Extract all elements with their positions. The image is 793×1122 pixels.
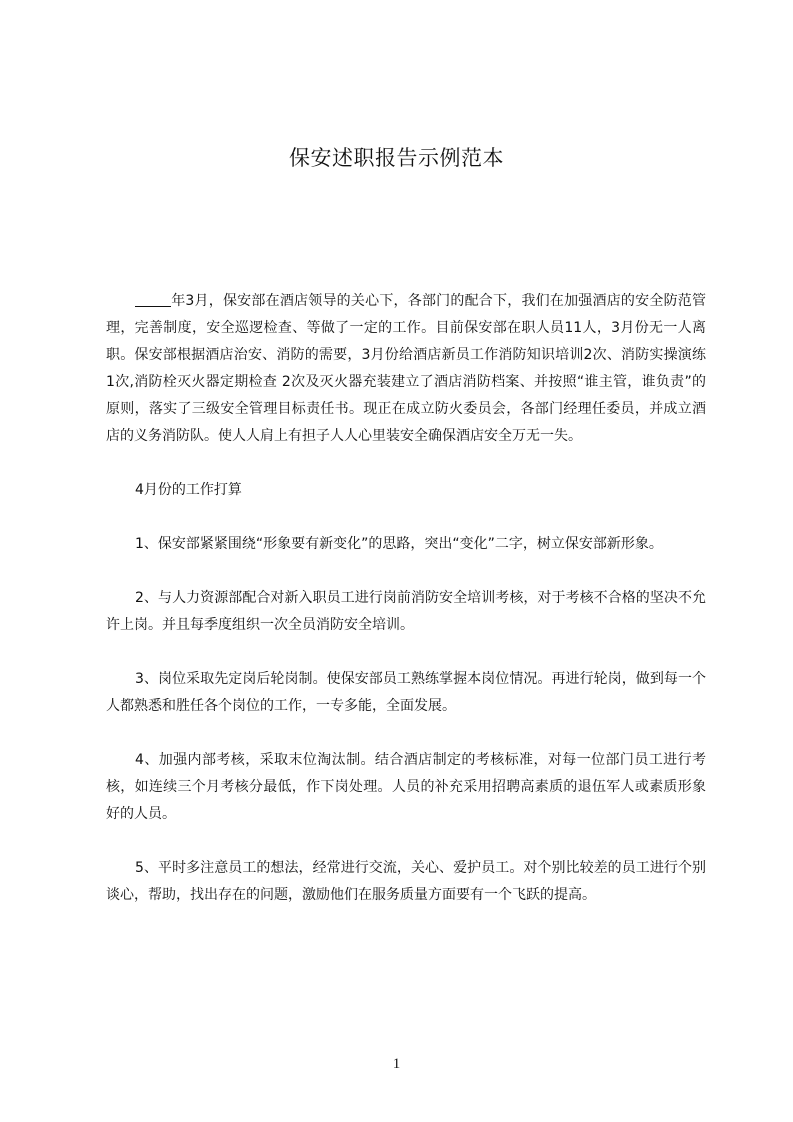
list-item-3: 3、岗位采取先定岗后轮岗制。使保安部员工熟练掌握本岗位情况。再进行轮岗，做到每一个人都熟悉和胜任各个岗位的工作，一专多能，全面发展。 (106, 671, 706, 714)
document-title: 保安述职报告示例范本 (289, 146, 504, 170)
list-item-1: 1、保安部紧紧围绕“形象要有新变化”的思路，突出“变化”二字，树立保安部新形象。 (135, 536, 663, 552)
document-body (106, 288, 706, 909)
blank-underline (135, 290, 171, 307)
section-heading: 4月份的工作打算 (135, 482, 242, 498)
list-item-2: 2、与人力资源部配合对新入职员工进行岗前消防安全培训考核，对于考核不合格的坚决不允许上岗。并且每季度组织一次全员消防安全培训。 (106, 590, 706, 633)
intro-text: 年3月，保安部在酒店领导的关心下，各部门的配合下，我们在加强酒店的安全防范管理，完善制度，安全巡逻检查、等做了一定的工作。目前保安部在职人员11人，3月份无一人离职。保安部根据酒店治安、消防的需要，3月份给酒店新员工作消防知识培训2次、消防实操演练 1次,消防栓灭火器定期检查 2次及灭火器充装建立了酒店消防档案、并按照“谁主管，谁负责”的原则，落实了三级安全管理目标责任书。现正在成立防火委员会，各部门经理任委员，并成立酒店的义务消防队。使人人肩上有担子人人心里装安全确保酒店安全万无一失。 (106, 293, 706, 444)
page-number: 1 (392, 1056, 401, 1072)
list-item-5: 5、平时多注意员工的想法，经常进行交流，关心、爱护员工。对个别比较差的员工进行个别谈心，帮助，找出存在的问题，激励他们在服务质量方面要有一个飞跃的提高。 (106, 860, 706, 903)
list-item-4: 4、加强内部考核，采取末位淘汰制。结合酒店制定的考核标准，对每一位部门员工进行考核，如连续三个月考核分最低，作下岗处理。人员的补充采用招聘高素质的退伍军人或素质形象好的人员。 (106, 752, 706, 822)
intro-paragraph (106, 288, 706, 450)
